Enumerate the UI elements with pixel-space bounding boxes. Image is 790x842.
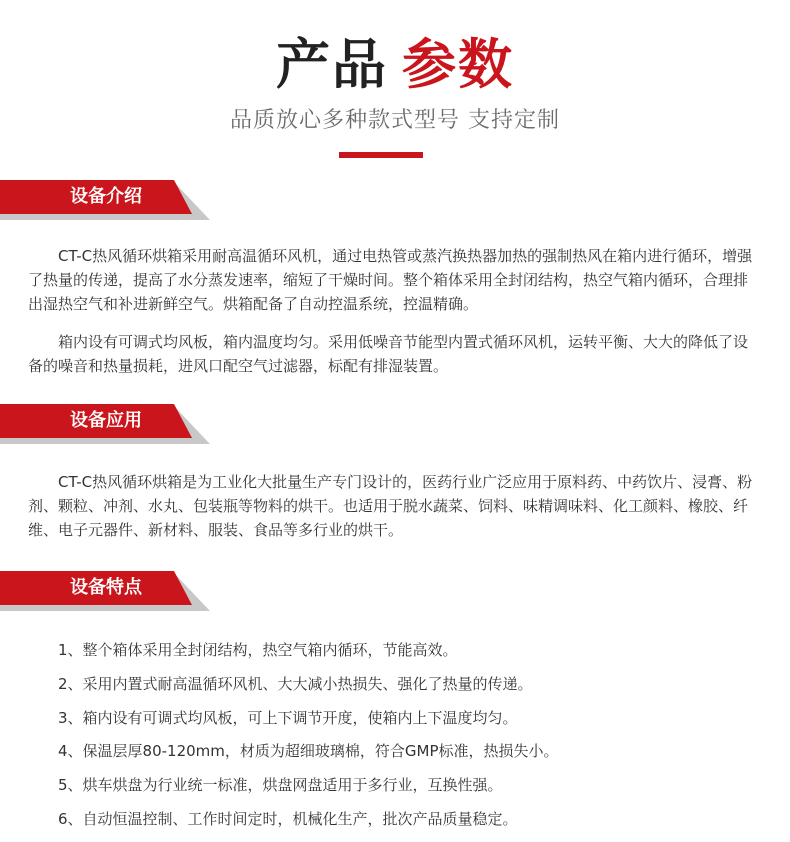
feature-item: 6、自动恒温控制、工作时间定时，机械化生产，批次产品质量稳定。 <box>58 809 518 828</box>
feature-item: 3、箱内设有可调式均风板，可上下调节开度，使箱内上下温度均匀。 <box>58 708 518 727</box>
page-subtitle: 品质放心多种款式型号 支持定制 <box>230 108 560 133</box>
feature-item: 5、烘车烘盘为行业统一标准，烘盘网盘适用于多行业，互换性强。 <box>58 776 503 795</box>
section-header-intro <box>0 180 210 220</box>
section-header-features <box>0 571 210 611</box>
section-heading-intro: 设备介绍 <box>70 186 142 207</box>
features-list <box>58 634 758 837</box>
intro-paragraph-2: 箱内设有可调式均风板，箱内温度均匀。采用低噪音节能型内置式循环风机，运转平衡、大大的降低了设备的噪音和热量损耗，进风口配空气过滤器，标配有排湿装置。 <box>28 333 749 375</box>
page-title <box>0 30 790 100</box>
intro-paragraph-1: CT-C热风循环烘箱采用耐高温循环风机，通过电热管或蒸汽换热器加热的强制热风在箱内进行循环，增强了热量的传递，提高了水分蒸发速率，缩短了干燥时间。整个箱体采用全封闭结构，热空气箱内循环，合理排出湿热空气和补进新鲜空气。烘箱配备了自动控温系统，控温精确。 <box>28 247 753 313</box>
feature-item: 1、整个箱体采用全封闭结构，热空气箱内循环，节能高效。 <box>58 641 458 659</box>
title-underline <box>339 152 423 158</box>
page-title-red: 参数 <box>402 33 514 96</box>
section-heading-application: 设备应用 <box>70 410 142 431</box>
section-heading-features: 设备特点 <box>70 577 142 598</box>
feature-item: 4、保温层厚80-120mm，材质为超细玻璃棉，符合GMP标准，热损失小。 <box>58 742 559 761</box>
page-title-dark: 产品 <box>276 33 388 96</box>
section-header-application <box>0 404 210 444</box>
application-paragraph: CT-C热风循环烘箱是为工业化大批量生产专门设计的，医药行业广泛应用于原料药、中药饮片、浸膏、粉剂、颗粒、冲剂、水丸、包装瓶等物料的烘干。也适用于脱水蔬菜、饲料、味精调味料、化工颜料、橡胶、纤维、电子元器件、新材料、服装、食品等多行业的烘干。 <box>28 473 753 539</box>
feature-item: 2、采用内置式耐高温循环风机、大大减小热损失、强化了热量的传递。 <box>58 674 533 693</box>
